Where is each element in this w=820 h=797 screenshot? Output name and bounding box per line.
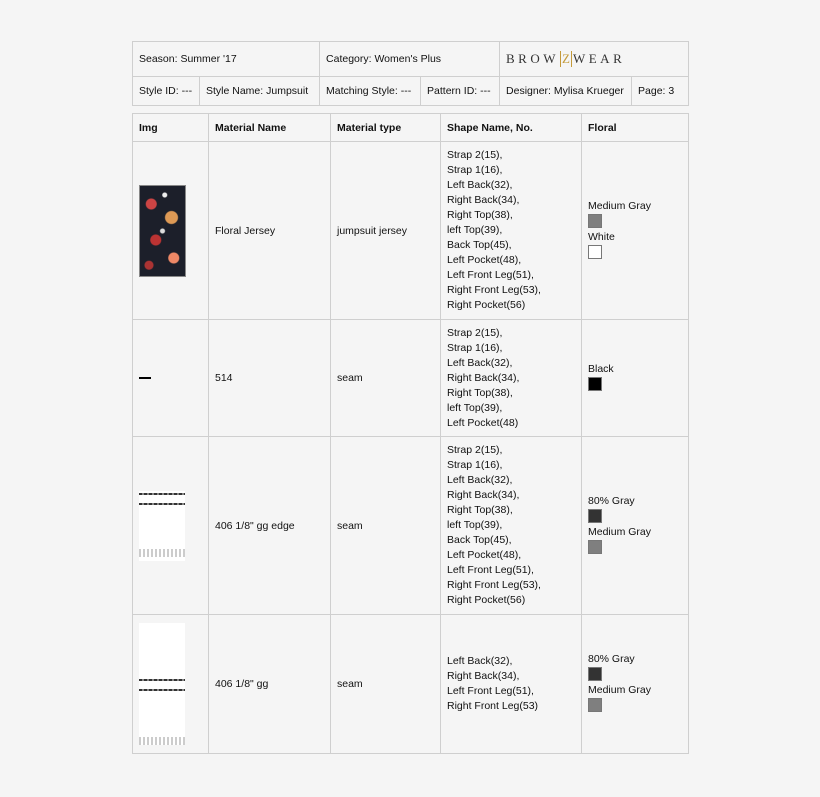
- material-image-cell: [133, 437, 209, 615]
- floral-jersey-swatch-image: [139, 185, 186, 277]
- shape-list: Strap 2(15), Strap 1(16), Left Back(32), Right Back(34), Right Top(38), left Top(39), Back Top(45), Left Pocket(48), Left Front Leg(51), Right Front Leg(53), Right Pocket(56): [441, 142, 582, 320]
- pattern-id-cell: Pattern ID: ---: [421, 77, 500, 106]
- matching-style-cell: Matching Style: ---: [320, 77, 421, 106]
- column-header-shape-name: Shape Name, No.: [441, 114, 582, 142]
- shape-list: Strap 2(15), Strap 1(16), Left Back(32), Right Back(34), Right Top(38), left Top(39), Left Pocket(48): [441, 320, 582, 437]
- category-cell: Category: Women's Plus: [320, 42, 500, 77]
- color-list: Medium Gray White: [582, 142, 689, 320]
- shape-list: Left Back(32), Right Back(34), Left Front Leg(51), Right Front Leg(53): [441, 615, 582, 754]
- spec-sheet: [132, 41, 688, 754]
- color-swatch: [588, 698, 602, 712]
- shape-list: Strap 2(15), Strap 1(16), Left Back(32), Right Back(34), Right Top(38), left Top(39), Back Top(45), Left Pocket(48), Left Front Leg(51), Right Front Leg(53), Right Pocket(56): [441, 437, 582, 615]
- style-name-cell: Style Name: Jumpsuit: [200, 77, 320, 106]
- material-type: seam: [331, 437, 441, 615]
- material-name: Floral Jersey: [209, 142, 331, 320]
- gg-edge-seam-image: [139, 491, 185, 561]
- color-list: 80% Gray Medium Gray: [582, 615, 689, 754]
- material-name: 406 1/8" gg: [209, 615, 331, 754]
- seam-514-image: [139, 377, 151, 379]
- color-swatch: [588, 509, 602, 523]
- material-image-cell: [133, 142, 209, 320]
- header-table: [132, 41, 689, 106]
- materials-table: [132, 113, 689, 754]
- color-swatch: [588, 667, 602, 681]
- gg-seam-image: [139, 623, 185, 745]
- material-name: 514: [209, 320, 331, 437]
- page-number-cell: Page: 3: [632, 77, 689, 106]
- column-header-floral: Floral: [582, 114, 689, 142]
- color-list: Black: [582, 320, 689, 437]
- logo-cell: [500, 42, 689, 77]
- material-type: seam: [331, 615, 441, 754]
- table-row: [133, 615, 689, 754]
- material-type: jumpsuit jersey: [331, 142, 441, 320]
- season-cell: Season: Summer '17: [133, 42, 320, 77]
- material-type: seam: [331, 320, 441, 437]
- browzwear-logo: BROW Z WEAR: [506, 51, 626, 66]
- designer-cell: Designer: Mylisa Krueger: [500, 77, 632, 106]
- style-id-cell: Style ID: ---: [133, 77, 200, 106]
- color-swatch: [588, 245, 602, 259]
- color-swatch: [588, 377, 602, 391]
- color-swatch: [588, 214, 602, 228]
- column-header-material-type: Material type: [331, 114, 441, 142]
- column-header-material-name: Material Name: [209, 114, 331, 142]
- color-swatch: [588, 540, 602, 554]
- color-list: 80% Gray Medium Gray: [582, 437, 689, 615]
- column-header-img: Img: [133, 114, 209, 142]
- material-image-cell: [133, 615, 209, 754]
- table-row: [133, 142, 689, 320]
- table-row: [133, 437, 689, 615]
- table-row: [133, 320, 689, 437]
- material-name: 406 1/8" gg edge: [209, 437, 331, 615]
- material-image-cell: [133, 320, 209, 437]
